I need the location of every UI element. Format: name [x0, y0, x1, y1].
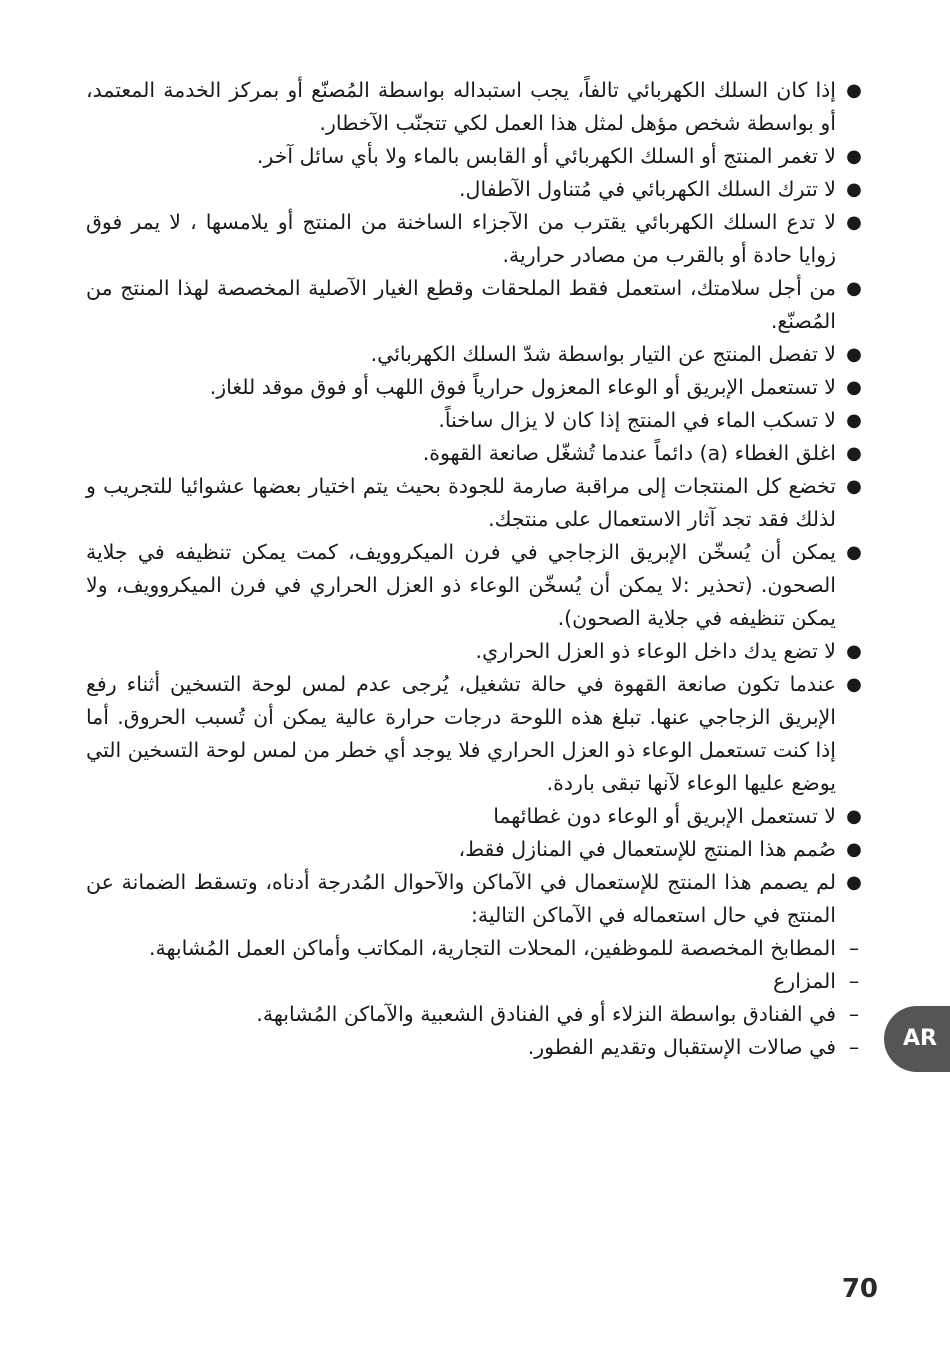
- list-item-text: يمكن أن يُسخّن الإبريق الزجاجي في فرن الميكروويف، كمت يمكن تنظيفه في جلاية الصحون. (تحذير :لا يمكن أن يُسخّن الوعاء ذو العزل الحراري في فرن الميكروويف، ولا يمكن تنظيفه في جلاية الصحون).: [86, 540, 836, 630]
- list-item: [86, 74, 866, 140]
- list-item: [86, 866, 866, 932]
- dash-item: [86, 932, 866, 965]
- list-item: [86, 833, 866, 866]
- list-item-text: لا تستعمل الإبريق أو الوعاء دون غطائهما: [493, 804, 836, 828]
- list-item: [86, 536, 866, 635]
- dash-marker: –: [848, 936, 860, 960]
- list-item-text: اغلق الغطاء (a) دائماً عندما تُشغّل صانعة القهوة.: [422, 441, 836, 465]
- list-item-text: لم يصمم هذا المنتج للإستعمال في الآماكن والآحوال المُدرجة أدناه، وتسقط الضمانة عن المنتج في حال استعماله في الآماكن التالية:: [86, 870, 836, 927]
- bullet-marker: ●: [846, 212, 862, 233]
- list-item-text: صُمم هذا المنتج للإستعمال في المنازل فقط،: [458, 837, 836, 861]
- bullet-marker: ●: [846, 146, 862, 167]
- bullet-list: [86, 74, 866, 932]
- page-number: 70: [841, 1274, 878, 1304]
- list-item-text: لا تفصل المنتج عن التيار بواسطة شدّ السلك الكهربائي.: [370, 342, 836, 366]
- bullet-marker: ●: [846, 839, 862, 860]
- list-item-text: لا تستعمل الإبريق أو الوعاء المعزول حرارياً فوق اللهب أو فوق موقد للغاز.: [209, 375, 836, 399]
- bullet-marker: ●: [846, 542, 862, 563]
- list-item: [86, 371, 866, 404]
- dash-item-text: في صالات الإستقبال وتقديم الفطور.: [527, 1035, 836, 1059]
- list-item-text: إذا كان السلك الكهربائي تالفاً، يجب استبداله بواسطة المُصنّع أو بمركز الخدمة المعتمد، أو بواسطة شخص مؤهل لمثل هذا العمل لكي تتجنّب الآخطار.: [86, 78, 836, 135]
- list-item-text: عندما تكون صانعة القهوة في حالة تشغيل، يُرجى عدم لمس لوحة التسخين أثناء رفع الإبريق الزجاجي عنها. تبلغ هذه اللوحة درجات حرارة عالية يمكن أن تُسبب الحروق. أما إذا كنت تستعمل الوعاء ذو العزل الحراري فلا يوجد أي خطر من لمس لوحة التسخين التي يوضع عليها الوعاء لآنها تبقى باردة.: [86, 672, 836, 795]
- list-item-text: لا تترك السلك الكهربائي في مُتناول الآطفال.: [459, 177, 836, 201]
- list-item: [86, 404, 866, 437]
- dash-list: [86, 932, 866, 1064]
- bullet-marker: ●: [846, 179, 862, 200]
- bullet-marker: ●: [846, 278, 862, 299]
- bullet-marker: ●: [846, 80, 862, 101]
- list-item: [86, 470, 866, 536]
- list-item: [86, 272, 866, 338]
- list-item: [86, 800, 866, 833]
- dash-item: [86, 1031, 866, 1064]
- list-item: [86, 668, 866, 800]
- safety-instructions: [86, 74, 866, 1064]
- dash-item: [86, 998, 866, 1031]
- dash-item-text: المزارع: [773, 969, 836, 993]
- list-item-text: لا تسكب الماء في المنتج إذا كان لا يزال ساخناً.: [438, 408, 836, 432]
- list-item: [86, 437, 866, 470]
- list-item: [86, 338, 866, 371]
- list-item-text: تخضع كل المنتجات إلى مراقبة صارمة للجودة بحيث يتم اختيار بعضها عشوائيا للتجريب و لذلك فقد تجد آثار الاستعمال على منتجك.: [86, 474, 836, 531]
- list-item: [86, 635, 866, 668]
- bullet-marker: ●: [846, 443, 862, 464]
- bullet-marker: ●: [846, 344, 862, 365]
- bullet-marker: ●: [846, 377, 862, 398]
- bullet-marker: ●: [846, 410, 862, 431]
- dash-item-text: في الفنادق بواسطة النزلاء أو في الفنادق الشعبية والآماكن المُشابهة.: [256, 1002, 836, 1026]
- bullet-marker: ●: [846, 806, 862, 827]
- bullet-marker: ●: [846, 641, 862, 662]
- bullet-marker: ●: [846, 674, 862, 695]
- dash-item: [86, 965, 866, 998]
- list-item: [86, 173, 866, 206]
- list-item: [86, 140, 866, 173]
- list-item-text: لا تدع السلك الكهربائي يقترب من الآجزاء الساخنة من المنتج أو يلامسها ، لا يمر فوق زوايا حادة أو بالقرب من مصادر حرارية.: [86, 210, 836, 267]
- dash-marker: –: [848, 1002, 860, 1026]
- language-tab: [884, 1006, 950, 1072]
- bullet-marker: ●: [846, 872, 862, 893]
- dash-marker: –: [848, 1035, 860, 1059]
- bullet-marker: ●: [846, 476, 862, 497]
- list-item-text: لا تضع يدك داخل الوعاء ذو العزل الحراري.: [475, 639, 836, 663]
- dash-item-text: المطابخ المخصصة للموظفين، المحلات التجارية، المكاتب وأماكن العمل المُشابهة.: [148, 936, 836, 960]
- list-item-text: من أجل سلامتك، استعمل فقط الملحقات وقطع الغيار الآصلية المخصصة لهذا المنتج من المُصنّع.: [86, 276, 836, 333]
- dash-marker: –: [848, 969, 860, 993]
- list-item-text: لا تغمر المنتج أو السلك الكهربائي أو القابس بالماء ولا بأي سائل آخر.: [256, 144, 836, 168]
- language-tab-label: AR: [903, 1026, 937, 1051]
- list-item: [86, 206, 866, 272]
